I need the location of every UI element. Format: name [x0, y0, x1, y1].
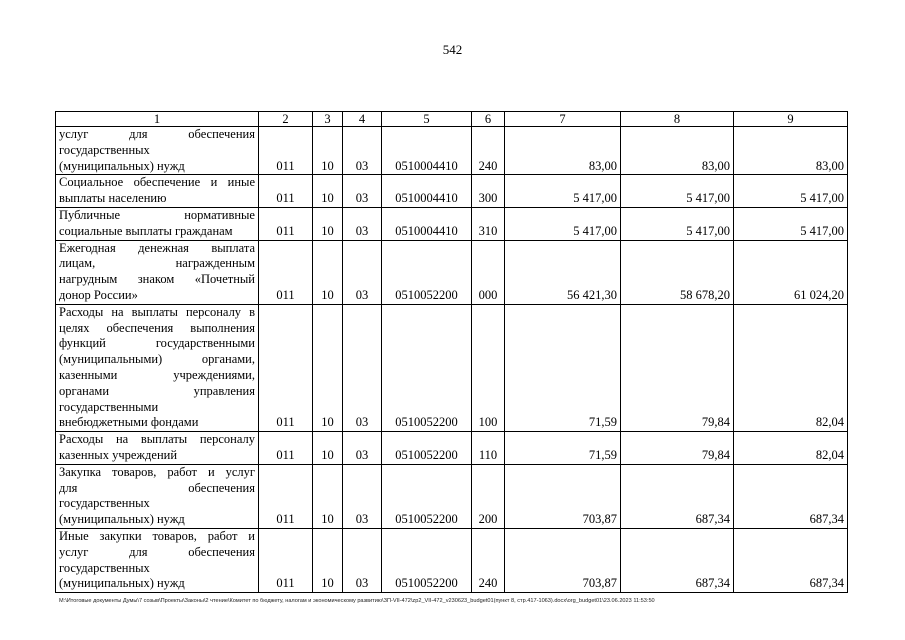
- ministry-code: 011: [259, 207, 313, 240]
- target-article-code: 0510004410: [382, 207, 472, 240]
- row-description: [56, 528, 259, 592]
- ministry-code: 011: [259, 432, 313, 465]
- table-row: [56, 127, 848, 175]
- column-header-5: 5: [382, 112, 472, 127]
- ministry-code: 011: [259, 240, 313, 304]
- description-line: лицам, награжденным: [59, 256, 255, 271]
- column-header-2: 2: [259, 112, 313, 127]
- description-line: услуг для обеспечения: [59, 544, 255, 559]
- amount-col-8: 5 417,00: [621, 207, 734, 240]
- subsection-code: 03: [343, 304, 382, 431]
- description-line: (муниципальных) нужд: [59, 158, 185, 173]
- description-line: государственными: [59, 399, 159, 414]
- amount-col-9: 83,00: [734, 127, 848, 175]
- row-description: [56, 127, 259, 175]
- amount-col-9: 5 417,00: [734, 207, 848, 240]
- amount-col-9: 82,04: [734, 304, 848, 431]
- target-article-code: 0510052200: [382, 464, 472, 528]
- description-line: выплаты населению: [59, 191, 167, 206]
- description-line: для обеспечения: [59, 480, 255, 495]
- table-header-row: [56, 112, 848, 127]
- description-line: органами управления: [59, 383, 255, 398]
- column-header-9: 9: [734, 112, 848, 127]
- amount-col-7: 71,59: [505, 304, 621, 431]
- amount-col-8: 5 417,00: [621, 175, 734, 208]
- subsection-code: 03: [343, 127, 382, 175]
- amount-col-7: 5 417,00: [505, 207, 621, 240]
- budget-table: [55, 111, 848, 593]
- amount-col-9: 687,34: [734, 528, 848, 592]
- description-line: Ежегодная денежная выплата: [59, 240, 255, 255]
- ministry-code: 011: [259, 175, 313, 208]
- amount-col-9: 687,34: [734, 464, 848, 528]
- description-line: казенными учреждениями,: [59, 367, 255, 382]
- description-line: Расходы на выплаты персоналу в: [59, 304, 255, 319]
- description-line: Социальное обеспечение и иные: [59, 175, 255, 190]
- section-code: 10: [313, 240, 343, 304]
- amount-col-7: 56 421,30: [505, 240, 621, 304]
- subsection-code: 03: [343, 175, 382, 208]
- row-description: [56, 207, 259, 240]
- row-description: [56, 304, 259, 431]
- description-line: государственных: [59, 496, 150, 511]
- description-line: Закупка товаров, работ и услуг: [59, 464, 255, 479]
- expense-type-code: 310: [472, 207, 505, 240]
- expense-type-code: 240: [472, 127, 505, 175]
- description-line: внебюджетными фондами: [59, 415, 199, 430]
- section-code: 10: [313, 528, 343, 592]
- amount-col-9: 61 024,20: [734, 240, 848, 304]
- description-line: казенных учреждений: [59, 447, 178, 462]
- ministry-code: 011: [259, 528, 313, 592]
- subsection-code: 03: [343, 240, 382, 304]
- row-description: [56, 464, 259, 528]
- description-line: Расходы на выплаты персоналу: [59, 432, 255, 447]
- column-header-7: 7: [505, 112, 621, 127]
- description-line: (муниципальных) нужд: [59, 512, 185, 527]
- table-row: [56, 207, 848, 240]
- target-article-code: 0510052200: [382, 528, 472, 592]
- subsection-code: 03: [343, 464, 382, 528]
- table-row: [56, 432, 848, 465]
- target-article-code: 0510052200: [382, 240, 472, 304]
- table-row: [56, 464, 848, 528]
- amount-col-8: 79,84: [621, 432, 734, 465]
- row-description: [56, 432, 259, 465]
- expense-type-code: 100: [472, 304, 505, 431]
- amount-col-9: 82,04: [734, 432, 848, 465]
- subsection-code: 03: [343, 528, 382, 592]
- column-header-3: 3: [313, 112, 343, 127]
- amount-col-8: 58 678,20: [621, 240, 734, 304]
- expense-type-code: 300: [472, 175, 505, 208]
- target-article-code: 0510052200: [382, 432, 472, 465]
- subsection-code: 03: [343, 207, 382, 240]
- description-line: социальные выплаты гражданам: [59, 223, 233, 238]
- row-description: [56, 175, 259, 208]
- description-line: нагрудным знаком «Почетный: [59, 272, 255, 287]
- description-line: услуг для обеспечения: [59, 127, 255, 141]
- row-description: [56, 240, 259, 304]
- description-line: государственных: [59, 560, 150, 575]
- description-line: донор России»: [59, 287, 138, 302]
- amount-col-8: 83,00: [621, 127, 734, 175]
- amount-col-8: 687,34: [621, 464, 734, 528]
- expense-type-code: 110: [472, 432, 505, 465]
- expense-type-code: 000: [472, 240, 505, 304]
- table-row: [56, 175, 848, 208]
- amount-col-7: 83,00: [505, 127, 621, 175]
- subsection-code: 03: [343, 432, 382, 465]
- ministry-code: 011: [259, 127, 313, 175]
- section-code: 10: [313, 127, 343, 175]
- description-line: функций государственными: [59, 336, 255, 351]
- table-body: [56, 127, 848, 593]
- ministry-code: 011: [259, 464, 313, 528]
- table-row: [56, 304, 848, 431]
- table-row: [56, 528, 848, 592]
- file-path-footer: M:\Итоговые документы Думы\7 созыв\Проекты\Законы\2 чтение\Комитет по бюджету, налогам и экономическому развитию\ЗП-VII-472\zp2_VII-472_v230623_budget01(пункт 8, стр.417-1063).docx\org_budget01\23.06.2023 11:53:50: [59, 598, 655, 604]
- amount-col-8: 79,84: [621, 304, 734, 431]
- description-line: государственных: [59, 142, 150, 157]
- section-code: 10: [313, 207, 343, 240]
- target-article-code: 0510004410: [382, 175, 472, 208]
- amount-col-7: 703,87: [505, 464, 621, 528]
- description-line: Иные закупки товаров, работ и: [59, 528, 255, 543]
- description-line: (муниципальных) нужд: [59, 576, 185, 591]
- description-line: (муниципальными) органами,: [59, 352, 255, 367]
- column-header-4: 4: [343, 112, 382, 127]
- target-article-code: 0510004410: [382, 127, 472, 175]
- amount-col-7: 703,87: [505, 528, 621, 592]
- section-code: 10: [313, 175, 343, 208]
- column-header-8: 8: [621, 112, 734, 127]
- table-row: [56, 240, 848, 304]
- amount-col-7: 71,59: [505, 432, 621, 465]
- description-line: Публичные нормативные: [59, 207, 255, 222]
- ministry-code: 011: [259, 304, 313, 431]
- column-header-6: 6: [472, 112, 505, 127]
- section-code: 10: [313, 432, 343, 465]
- description-line: целях обеспечения выполнения: [59, 320, 255, 335]
- expense-type-code: 240: [472, 528, 505, 592]
- amount-col-7: 5 417,00: [505, 175, 621, 208]
- page-number: 542: [442, 42, 463, 57]
- amount-col-9: 5 417,00: [734, 175, 848, 208]
- target-article-code: 0510052200: [382, 304, 472, 431]
- section-code: 10: [313, 304, 343, 431]
- expense-type-code: 200: [472, 464, 505, 528]
- column-header-1: 1: [56, 112, 259, 127]
- section-code: 10: [313, 464, 343, 528]
- amount-col-8: 687,34: [621, 528, 734, 592]
